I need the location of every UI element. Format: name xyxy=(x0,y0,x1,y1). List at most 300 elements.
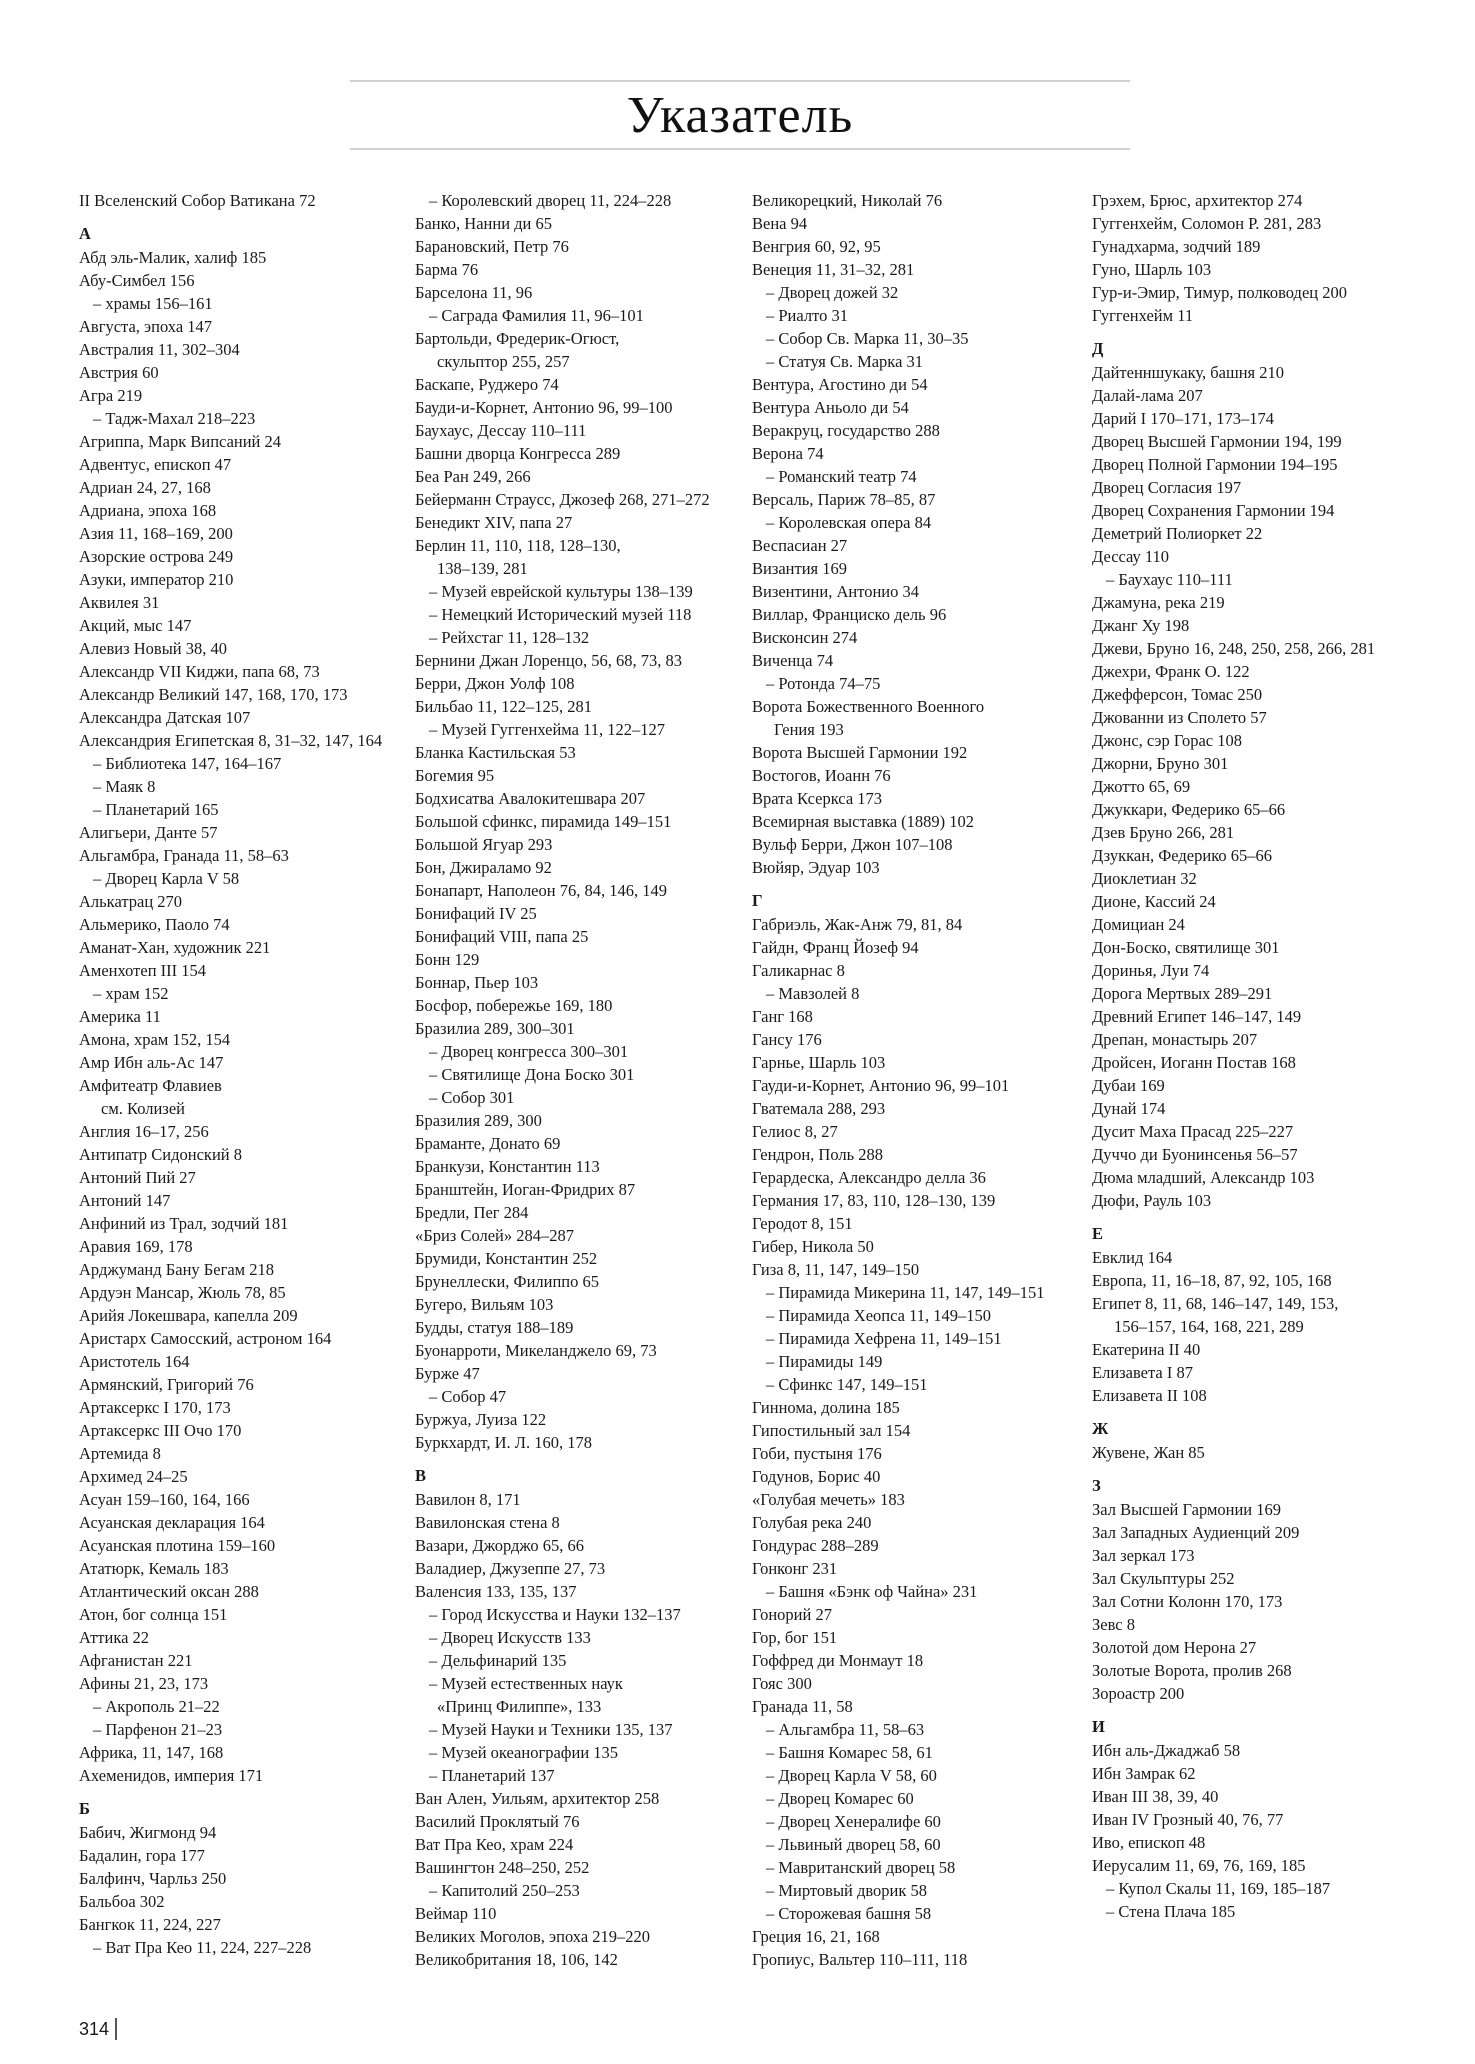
index-entry: Балфинч, Чарльз 250 xyxy=(79,1869,227,1888)
index-entry: Асуанская декларация 164 xyxy=(79,1513,265,1532)
index-entry: Буркхардт, И. Л. 160, 178 xyxy=(415,1433,592,1452)
index-entry: Брунеллески, Филиппо 65 xyxy=(415,1272,599,1291)
index-entry: Джефферсон, Томас 250 xyxy=(1092,685,1263,704)
index-entry: Аменхотеп III 154 xyxy=(79,961,207,980)
index-entry: Золотой дом Нерона 27 xyxy=(1092,1638,1257,1657)
index-entry: Афганистан 221 xyxy=(79,1651,193,1670)
index-entry: Адриана, эпоха 168 xyxy=(79,501,217,520)
index-entry: Буонарроти, Микеланджело 69, 73 xyxy=(415,1341,657,1360)
index-subentry: – Львиный дворец 58, 60 xyxy=(766,1835,941,1854)
index-entry: Вентура, Агостино ди 54 xyxy=(752,375,928,394)
index-subentry: – Мавританский дворец 58 xyxy=(766,1858,956,1877)
index-entry: Гонорий 27 xyxy=(752,1605,832,1624)
index-entry: Алькатрац 270 xyxy=(79,892,183,911)
index-entry: Виллар, Франциско дель 96 xyxy=(752,605,947,624)
page-number: 314 xyxy=(79,2018,117,2040)
index-entry: Афины 21, 23, 173 xyxy=(79,1674,209,1693)
index-entry: Деметрий Полиоркет 22 xyxy=(1092,524,1263,543)
index-entry: Австрия 60 xyxy=(79,363,159,382)
index-entry: Дрепан, монастырь 207 xyxy=(1092,1030,1258,1049)
index-subentry: – Планетарий 165 xyxy=(93,800,219,819)
index-entry: Америка 11 xyxy=(79,1007,161,1026)
index-entry: Альгамбра, Гранада 11, 58–63 xyxy=(79,846,289,865)
index-subentry: – Пирамида Хефрена 11, 149–151 xyxy=(766,1329,1002,1348)
index-entry: Вавилонская стена 8 xyxy=(415,1513,560,1532)
index-entry: Боннар, Пьер 103 xyxy=(415,973,539,992)
index-entry: Антоний Пий 27 xyxy=(79,1168,196,1187)
index-entry: Атон, бог солнца 151 xyxy=(79,1605,228,1624)
index-entry: Аманат-Хан, художник 221 xyxy=(79,938,271,957)
index-letter-heading: З xyxy=(1092,1476,1101,1495)
index-entry: Ват Пра Кео, храм 224 xyxy=(415,1835,574,1854)
index-entry: Барановский, Петр 76 xyxy=(415,237,569,256)
index-subentry: – храм 152 xyxy=(93,984,169,1003)
index-entry: Гелиос 8, 27 xyxy=(752,1122,838,1141)
index-subentry: – Собор 47 xyxy=(429,1387,507,1406)
index-entry: Амфитеатр Флавиев xyxy=(79,1076,222,1095)
index-entry: Греция 16, 21, 168 xyxy=(752,1927,880,1946)
index-entry: Альмерико, Паоло 74 xyxy=(79,915,230,934)
index-entry: Гиза 8, 11, 147, 149–150 xyxy=(752,1260,920,1279)
index-entry: Анфиний из Трал, зодчий 181 xyxy=(79,1214,289,1233)
index-entry: Дусит Маха Прасад 225–227 xyxy=(1092,1122,1294,1141)
index-entry: Египет 8, 11, 68, 146–147, 149, 153, xyxy=(1092,1294,1339,1313)
index-entry: Гауди-и-Корнет, Антонио 96, 99–101 xyxy=(752,1076,1010,1095)
index-subentry: – Мавзолей 8 xyxy=(766,984,860,1003)
index-subentry: – Статуя Св. Марка 31 xyxy=(766,352,924,371)
index-entry: Гондурас 288–289 xyxy=(752,1536,879,1555)
index-subentry: – Сторожевая башня 58 xyxy=(766,1904,932,1923)
index-letter-heading: И xyxy=(1092,1717,1105,1736)
index-subentry: – Башня Комарес 58, 61 xyxy=(766,1743,933,1762)
index-entry: Бранштейн, Иоган-Фридрих 87 xyxy=(415,1180,636,1199)
index-entry: Джуккари, Федерико 65–66 xyxy=(1092,800,1286,819)
index-entry: Иван III 38, 39, 40 xyxy=(1092,1787,1219,1806)
index-entry: Берри, Джон Уолф 108 xyxy=(415,674,575,693)
index-entry: Гур-и-Эмир, Тимур, полководец 200 xyxy=(1092,283,1347,302)
index-entry: Валадиер, Джузеппе 27, 73 xyxy=(415,1559,606,1578)
index-subentry: – Музей еврейской культуры 138–139 xyxy=(429,582,693,601)
index-entry: Веймар 110 xyxy=(415,1904,497,1923)
index-entry: Ганг 168 xyxy=(752,1007,813,1026)
index-entry: Жувене, Жан 85 xyxy=(1092,1443,1205,1462)
index-entry: Большой сфинкс, пирамида 149–151 xyxy=(415,812,672,831)
index-entry: Беа Ран 249, 266 xyxy=(415,467,531,486)
index-entry: Ахеменидов, империя 171 xyxy=(79,1766,264,1785)
index-entry: Дюма младший, Александр 103 xyxy=(1092,1168,1315,1187)
index-entry: Дворец Высшей Гармонии 194, 199 xyxy=(1092,432,1342,451)
index-entry: Архимед 24–25 xyxy=(79,1467,188,1486)
index-entry: Акций, мыс 147 xyxy=(79,616,192,635)
index-entry: Амона, храм 152, 154 xyxy=(79,1030,231,1049)
index-entry: Бредли, Пег 284 xyxy=(415,1203,529,1222)
index-entry: Азуки, император 210 xyxy=(79,570,234,589)
index-subentry: – Дворец Искусств 133 xyxy=(429,1628,591,1647)
index-letter-heading: А xyxy=(79,224,91,243)
index-entry: Годунов, Борис 40 xyxy=(752,1467,881,1486)
index-entry: Гунадхарма, зодчий 189 xyxy=(1092,237,1261,256)
index-entry: Герардеска, Александро делла 36 xyxy=(752,1168,986,1187)
index-subentry: – Дворец конгресса 300–301 xyxy=(429,1042,629,1061)
index-entry: Бангкок 11, 224, 227 xyxy=(79,1915,221,1934)
index-subentry: – Ротонда 74–75 xyxy=(766,674,881,693)
index-subentry: – Ват Пра Кео 11, 224, 227–228 xyxy=(93,1938,312,1957)
index-entry: Бразилиа 289, 300–301 xyxy=(415,1019,575,1038)
index-entry: Версаль, Париж 78–85, 87 xyxy=(752,490,936,509)
index-entry: Алигьери, Данте 57 xyxy=(79,823,218,842)
index-entry: Гуггенхейм 11 xyxy=(1092,306,1194,325)
index-entry: Адриан 24, 27, 168 xyxy=(79,478,211,497)
index-column-4 xyxy=(1092,189,1422,1923)
index-entry: Джованни из Сполето 57 xyxy=(1092,708,1267,727)
index-subentry: – храмы 156–161 xyxy=(93,294,213,313)
index-subentry: – Баухаус 110–111 xyxy=(1106,570,1233,589)
index-entry: Бранкузи, Константин 113 xyxy=(415,1157,600,1176)
index-subentry: – Саграда Фамилия 11, 96–101 xyxy=(429,306,644,325)
index-entry: Бразилия 289, 300 xyxy=(415,1111,542,1130)
index-letter-heading: В xyxy=(415,1466,427,1485)
index-entry: Золотые Ворота, пролив 268 xyxy=(1092,1661,1292,1680)
index-entry: Джорни, Бруно 301 xyxy=(1092,754,1229,773)
index-entry: Агриппа, Марк Випсаний 24 xyxy=(79,432,282,451)
index-entry: Джонс, сэр Горас 108 xyxy=(1092,731,1242,750)
index-entry: Амр Ибн аль-Ас 147 xyxy=(79,1053,224,1072)
index-entry: Браманте, Донато 69 xyxy=(415,1134,561,1153)
index-subentry: – Библиотека 147, 164–167 xyxy=(93,754,282,773)
index-entry: Вульф Берри, Джон 107–108 xyxy=(752,835,953,854)
index-subentry: – Романский театр 74 xyxy=(766,467,917,486)
index-entry: Ибн аль-Джаджаб 58 xyxy=(1092,1741,1241,1760)
index-entry: Бабич, Жигмонд 94 xyxy=(79,1823,217,1842)
index-entry: Визентини, Антонио 34 xyxy=(752,582,919,601)
index-subentry: – Стена Плача 185 xyxy=(1106,1902,1236,1921)
index-entry: Иерусалим 11, 69, 76, 169, 185 xyxy=(1092,1856,1306,1875)
index-entry: Артаксеркс I 170, 173 xyxy=(79,1398,231,1417)
index-entry: Дорога Мертвых 289–291 xyxy=(1092,984,1273,1003)
index-entry: Ван Ален, Уильям, архитектор 258 xyxy=(415,1789,660,1808)
index-subentry: – Музей Гуггенхейма 11, 122–127 xyxy=(429,720,665,739)
index-entry: Гоффред ди Монмаут 18 xyxy=(752,1651,924,1670)
index-entry: Дворец Сохранения Гармонии 194 xyxy=(1092,501,1335,520)
index-entry: Востогов, Иоанн 76 xyxy=(752,766,891,785)
index-entry: Диоклетиан 32 xyxy=(1092,869,1197,888)
index-subentry: – Музей океанографии 135 xyxy=(429,1743,619,1762)
index-entry: Великорецкий, Николай 76 xyxy=(752,191,943,210)
index-entry: Зал Скульптуры 252 xyxy=(1092,1569,1235,1588)
index-entry: Бауди-и-Корнет, Антонио 96, 99–100 xyxy=(415,398,673,417)
index-entry: Бонн 129 xyxy=(415,950,480,969)
index-entry: «Голубая мечеть» 183 xyxy=(752,1490,905,1509)
index-subentry: – Акрополь 21–22 xyxy=(93,1697,220,1716)
index-entry: Берлин 11, 110, 118, 128–130, xyxy=(415,536,621,555)
index-subentry: – Пирамиды 149 xyxy=(766,1352,883,1371)
index-entry: Бальбоа 302 xyxy=(79,1892,165,1911)
index-entry: Дуччо ди Буонинсенья 56–57 xyxy=(1092,1145,1298,1164)
index-entry: Бильбао 11, 122–125, 281 xyxy=(415,697,593,716)
index-entry: Врата Ксеркса 173 xyxy=(752,789,883,808)
index-subentry: – Миртовый дворик 58 xyxy=(766,1881,928,1900)
page-title: Указатель xyxy=(626,87,854,144)
index-entry: Антипатр Сидонский 8 xyxy=(79,1145,242,1164)
index-entry: Гватемала 288, 293 xyxy=(752,1099,886,1118)
index-entry: Иван IV Грозный 40, 76, 77 xyxy=(1092,1810,1284,1829)
index-entry: Зевс 8 xyxy=(1092,1615,1135,1634)
index-subentry: – Маяк 8 xyxy=(93,777,156,796)
index-entry: Веспасиан 27 xyxy=(752,536,848,555)
index-entry: Доринья, Луи 74 xyxy=(1092,961,1210,980)
index-entry: Василий Проклятый 76 xyxy=(415,1812,580,1831)
index-entry: Джехри, Франк О. 122 xyxy=(1092,662,1250,681)
index-entry: Ататюрк, Кемаль 183 xyxy=(79,1559,229,1578)
index-subentry: – Рейхстаг 11, 128–132 xyxy=(429,628,590,647)
index-entry: Дройсен, Иоганн Постав 168 xyxy=(1092,1053,1296,1072)
index-entry: Аттика 22 xyxy=(79,1628,150,1647)
index-entry: Асуан 159–160, 164, 166 xyxy=(79,1490,250,1509)
index-subentry: – Альгамбра 11, 58–63 xyxy=(766,1720,925,1739)
index-entry: Вюйяр, Эдуар 103 xyxy=(752,858,880,877)
index-entry: Барселона 11, 96 xyxy=(415,283,533,302)
index-entry: Аравия 169, 178 xyxy=(79,1237,193,1256)
index-entry: Елизавета II 108 xyxy=(1092,1386,1207,1405)
index-entry: 156–157, 164, 168, 221, 289 xyxy=(1114,1317,1304,1336)
index-entry: Гоби, пустыня 176 xyxy=(752,1444,882,1463)
index-entry: Аквилея 31 xyxy=(79,593,160,612)
index-entry: Бонифаций VIII, папа 25 xyxy=(415,927,589,946)
index-subentry: – Капитолий 250–253 xyxy=(429,1881,580,1900)
index-entry: Адвентус, епископ 47 xyxy=(79,455,232,474)
index-entry: Дарий I 170–171, 173–174 xyxy=(1092,409,1274,428)
index-entry: Древний Египет 146–147, 149 xyxy=(1092,1007,1302,1026)
index-entry: Вавилон 8, 171 xyxy=(415,1490,521,1509)
index-entry: Домициан 24 xyxy=(1092,915,1185,934)
index-entry: Вазари, Джорджо 65, 66 xyxy=(415,1536,585,1555)
index-entry: Дворец Полной Гармонии 194–195 xyxy=(1092,455,1338,474)
index-entry: Дюфи, Рауль 103 xyxy=(1092,1191,1212,1210)
index-subentry: – Собор Св. Марка 11, 30–35 xyxy=(766,329,969,348)
index-entry: Грэхем, Брюс, архитектор 274 xyxy=(1092,191,1303,210)
index-subentry: – Дельфинарий 135 xyxy=(429,1651,567,1670)
index-entry: Большой Ягуар 293 xyxy=(415,835,553,854)
index-entry: Гропиус, Вальтер 110–111, 118 xyxy=(752,1950,968,1969)
index-entry: Иво, епископ 48 xyxy=(1092,1833,1206,1852)
index-entry: Абу-Симбел 156 xyxy=(79,271,195,290)
index-entry: Дионе, Кассий 24 xyxy=(1092,892,1216,911)
title-block xyxy=(350,80,1130,150)
index-entry: Европа, 11, 16–18, 87, 92, 105, 168 xyxy=(1092,1271,1332,1290)
index-entry: Дон-Боско, святилище 301 xyxy=(1092,938,1280,957)
index-entry: Галикарнас 8 xyxy=(752,961,845,980)
index-entry: Бейерманн Страусс, Джозеф 268, 271–272 xyxy=(415,490,710,509)
index-entry: Австралия 11, 302–304 xyxy=(79,340,240,359)
index-entry: Ворота Божественного Военного xyxy=(752,697,985,716)
index-column-3 xyxy=(752,189,1082,1971)
index-entry: Армянский, Григорий 76 xyxy=(79,1375,254,1394)
index-entry: Бугеро, Вильям 103 xyxy=(415,1295,554,1314)
index-subentry: – Королевская опера 84 xyxy=(766,513,932,532)
index-entry: Африка, 11, 147, 168 xyxy=(79,1743,224,1762)
index-entry: Дубаи 169 xyxy=(1092,1076,1165,1095)
index-entry: Дайтенншукаку, башня 210 xyxy=(1092,363,1284,382)
index-entry: Вашингтон 248–250, 252 xyxy=(415,1858,590,1877)
index-entry: Великобритания 18, 106, 142 xyxy=(415,1950,618,1969)
index-entry: Виченца 74 xyxy=(752,651,834,670)
index-entry: Англия 16–17, 256 xyxy=(79,1122,209,1141)
index-entry: Баухаус, Дессау 110–111 xyxy=(415,421,587,440)
index-entry: Дзев Бруно 266, 281 xyxy=(1092,823,1235,842)
index-entry: Азорские острова 249 xyxy=(79,547,234,566)
index-entry: Ардуэн Мансар, Жюль 78, 85 xyxy=(79,1283,286,1302)
index-entry: Асуанская плотина 159–160 xyxy=(79,1536,276,1555)
index-entry: Евклид 164 xyxy=(1092,1248,1173,1267)
index-entry: Зал Высшей Гармонии 169 xyxy=(1092,1500,1282,1519)
title-rule-bottom xyxy=(350,148,1130,150)
index-entry: Арджуманд Бану Бегам 218 xyxy=(79,1260,274,1279)
index-entry: Бодхисатва Авалокитешвара 207 xyxy=(415,789,646,808)
index-entry: Антоний 147 xyxy=(79,1191,171,1210)
index-entry: Будды, статуя 188–189 xyxy=(415,1318,574,1337)
index-entry: Ганcу 176 xyxy=(752,1030,822,1049)
index-entry: Голубая река 240 xyxy=(752,1513,872,1532)
index-entry: Верона 74 xyxy=(752,444,824,463)
index-entry: Дзуккан, Федерико 65–66 xyxy=(1092,846,1273,865)
index-entry: Бон, Джираламо 92 xyxy=(415,858,552,877)
index-entry: Бенедикт XIV, папа 27 xyxy=(415,513,573,532)
index-entry: Бадалин, гора 177 xyxy=(79,1846,205,1865)
index-entry: Елизавета I 87 xyxy=(1092,1363,1193,1382)
index-entry: Бернини Джан Лоренцо, 56, 68, 73, 83 xyxy=(415,651,682,670)
index-entry: Александрия Египетская 8, 31–32, 147, 164 xyxy=(79,731,383,750)
index-entry: Джанг Ху 198 xyxy=(1092,616,1190,635)
index-entry: Гуггенхейм, Соломон Р. 281, 283 xyxy=(1092,214,1322,233)
index-subentry: – Пирамида Микерина 11, 147, 149–151 xyxy=(766,1283,1045,1302)
index-entry: Гояс 300 xyxy=(752,1674,812,1693)
index-subentry: – Пирамида Хеопса 11, 149–150 xyxy=(766,1306,991,1325)
index-entry: Веракруц, государство 288 xyxy=(752,421,940,440)
index-letter-heading: Д xyxy=(1092,339,1104,358)
index-entry: Висконсин 274 xyxy=(752,628,858,647)
index-entry: Вентура Аньоло ди 54 xyxy=(752,398,909,417)
index-entry: Джеви, Бруно 16, 248, 250, 258, 266, 281 xyxy=(1092,639,1376,658)
index-entry: Босфор, побережье 169, 180 xyxy=(415,996,613,1015)
index-entry: Геродот 8, 151 xyxy=(752,1214,853,1233)
index-entry: Гиннома, долина 185 xyxy=(752,1398,900,1417)
index-entry: см. Колизей xyxy=(101,1099,185,1118)
index-letter-heading: Ж xyxy=(1092,1419,1109,1438)
index-entry: 138–139, 281 xyxy=(437,559,528,578)
index-entry: Банко, Нанни ди 65 xyxy=(415,214,553,233)
index-letter-heading: Б xyxy=(79,1799,90,1818)
index-subentry: – Планетарий 137 xyxy=(429,1766,555,1785)
index-entry: Венеция 11, 31–32, 281 xyxy=(752,260,915,279)
index-entry: Всемирная выставка (1889) 102 xyxy=(752,812,975,831)
index-entry: Великих Моголов, эпоха 219–220 xyxy=(415,1927,651,1946)
index-entry: Габриэль, Жак-Анж 79, 81, 84 xyxy=(752,915,963,934)
index-entry: Дессау 110 xyxy=(1092,547,1170,566)
index-entry: Гайдн, Франц Йозеф 94 xyxy=(752,938,919,957)
index-subentry: – Дворец Хенералифе 60 xyxy=(766,1812,941,1831)
index-entry: Дворец Согласия 197 xyxy=(1092,478,1242,497)
index-entry: Зороастр 200 xyxy=(1092,1684,1185,1703)
index-entry: Гения 193 xyxy=(774,720,844,739)
index-subentry: – Музей естественных наук xyxy=(429,1674,623,1693)
index-entry: Богемия 95 xyxy=(415,766,495,785)
index-entry: Гуно, Шарль 103 xyxy=(1092,260,1212,279)
index-subentry: – Королевский дворец 11, 224–228 xyxy=(429,191,672,210)
index-letter-heading: Г xyxy=(752,891,763,910)
index-entry: Екатерина II 40 xyxy=(1092,1340,1201,1359)
index-entry: Вена 94 xyxy=(752,214,808,233)
index-entry: Гор, бог 151 xyxy=(752,1628,838,1647)
index-entry: Джамуна, река 219 xyxy=(1092,593,1225,612)
index-entry: Гендрон, Поль 288 xyxy=(752,1145,883,1164)
index-entry: Аристотель 164 xyxy=(79,1352,190,1371)
index-entry: «Принц Филиппе», 133 xyxy=(437,1697,602,1716)
index-subentry: – Купол Скалы 11, 169, 185–187 xyxy=(1106,1879,1331,1898)
index-entry: Валенсия 133, 135, 137 xyxy=(415,1582,577,1601)
index-subentry: – Башня «Бэнк оф Чайна» 231 xyxy=(766,1582,978,1601)
index-entry: Гонконг 231 xyxy=(752,1559,838,1578)
index-subentry: – Дворец Карла V 58 xyxy=(93,869,240,888)
index-entry: Далай-лама 207 xyxy=(1092,386,1203,405)
index-entry: Брумиди, Константин 252 xyxy=(415,1249,598,1268)
index-entry: Дунай 174 xyxy=(1092,1099,1166,1118)
index-entry: Азия 11, 168–169, 200 xyxy=(79,524,233,543)
index-entry: Абд эль-Малик, халиф 185 xyxy=(79,248,267,267)
index-entry: Башни дворца Конгресса 289 xyxy=(415,444,621,463)
index-entry: Буржуа, Луиза 122 xyxy=(415,1410,547,1429)
index-entry: Зал зеркал 173 xyxy=(1092,1546,1195,1565)
index-entry: «Бриз Солей» 284–287 xyxy=(415,1226,574,1245)
index-entry: Византия 169 xyxy=(752,559,848,578)
index-entry: Ворота Высшей Гармонии 192 xyxy=(752,743,968,762)
index-entry: Гарнье, Шарль 103 xyxy=(752,1053,886,1072)
index-column-1 xyxy=(79,189,409,1959)
index-entry: Бартольди, Фредерик-Огюст, xyxy=(415,329,620,348)
index-subentry: – Сфинкс 147, 149–151 xyxy=(766,1375,928,1394)
index-subentry: – Дворец Комарес 60 xyxy=(766,1789,914,1808)
index-entry: Артемида 8 xyxy=(79,1444,161,1463)
index-subentry: – Музей Науки и Техники 135, 137 xyxy=(429,1720,673,1739)
index-entry: Зал Западных Аудиенций 209 xyxy=(1092,1523,1300,1542)
index-entry: Джотто 65, 69 xyxy=(1092,777,1191,796)
index-entry: Бонапарт, Наполеон 76, 84, 146, 149 xyxy=(415,881,667,900)
index-subentry: – Риалто 31 xyxy=(766,306,848,325)
index-subentry: – Святилище Дона Боско 301 xyxy=(429,1065,635,1084)
index-entry: скульптор 255, 257 xyxy=(437,352,570,371)
index-entry: Баскапе, Руджеро 74 xyxy=(415,375,559,394)
index-entry: Гранада 11, 58 xyxy=(752,1697,853,1716)
index-letter-heading: Е xyxy=(1092,1224,1104,1243)
index-column-2 xyxy=(415,189,745,1971)
index-subentry: – Город Искусства и Науки 132–137 xyxy=(429,1605,681,1624)
index-entry: Августа, эпоха 147 xyxy=(79,317,213,336)
index-subentry: – Дворец дожей 32 xyxy=(766,283,899,302)
index-entry: Алевиз Новый 38, 40 xyxy=(79,639,227,658)
index-entry: Александра Датская 107 xyxy=(79,708,251,727)
index-entry: Арийя Локешвара, капелла 209 xyxy=(79,1306,298,1325)
index-entry: Венгрия 60, 92, 95 xyxy=(752,237,881,256)
index-entry: Аристарх Самосский, астроном 164 xyxy=(79,1329,332,1348)
index-entry: Атлантический оксан 288 xyxy=(79,1582,259,1601)
index-entry: Ибн Замрак 62 xyxy=(1092,1764,1196,1783)
title-rule-top xyxy=(350,80,1130,82)
index-entry: Германия 17, 83, 110, 128–130, 139 xyxy=(752,1191,996,1210)
index-entry: Гибер, Никола 50 xyxy=(752,1237,874,1256)
index-entry: Александр VII Киджи, папа 68, 73 xyxy=(79,662,320,681)
index-entry: II Вселенский Собор Ватикана 72 xyxy=(79,191,316,210)
index-entry: Бланка Кастильская 53 xyxy=(415,743,576,762)
index-subentry: – Тадж-Махал 218–223 xyxy=(93,409,256,428)
